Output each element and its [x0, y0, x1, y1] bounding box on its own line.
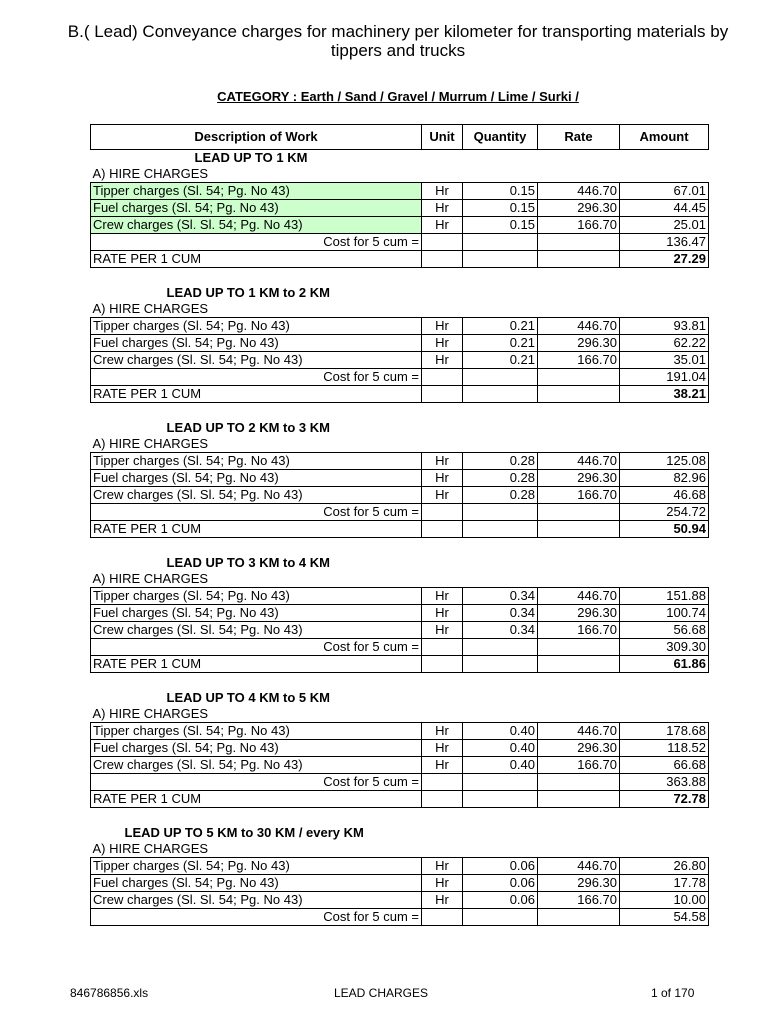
empty-cell	[538, 251, 620, 268]
empty-cell	[422, 369, 463, 386]
item-rate: 446.70	[538, 723, 620, 740]
empty-cell	[422, 909, 463, 926]
item-rate: 296.30	[538, 605, 620, 622]
cost-amount: 54.58	[620, 909, 709, 926]
rate-per-cum-row	[91, 386, 709, 403]
header-unit: Unit	[422, 125, 463, 150]
table-row	[91, 318, 709, 335]
item-description: Tipper charges (Sl. 54; Pg. No 43)	[91, 858, 422, 875]
empty-cell	[538, 386, 620, 403]
item-rate: 166.70	[538, 892, 620, 909]
empty-cell	[422, 521, 463, 538]
item-rate: 296.30	[538, 875, 620, 892]
item-amount: 118.52	[620, 740, 709, 757]
item-amount: 56.68	[620, 622, 709, 639]
item-description: Fuel charges (Sl. 54; Pg. No 43)	[91, 335, 422, 352]
empty-cell	[463, 791, 538, 808]
empty-cell	[538, 774, 620, 791]
item-quantity: 0.15	[463, 200, 538, 217]
item-description: Tipper charges (Sl. 54; Pg. No 43)	[91, 723, 422, 740]
item-unit: Hr	[422, 487, 463, 504]
item-description: Fuel charges (Sl. 54; Pg. No 43)	[91, 875, 422, 892]
table-row	[91, 470, 709, 487]
table-row	[91, 757, 709, 774]
rate-per-cum-value: 61.86	[620, 656, 709, 673]
item-quantity: 0.06	[463, 875, 538, 892]
item-rate: 446.70	[538, 318, 620, 335]
empty-cell	[422, 639, 463, 656]
hire-charges-row	[91, 841, 709, 858]
hire-charges-row	[91, 571, 709, 588]
rate-per-cum-row	[91, 791, 709, 808]
section-lead-row	[91, 420, 709, 436]
cost-row	[91, 774, 709, 791]
empty-cell	[463, 251, 538, 268]
section-spacer	[91, 808, 709, 826]
section-lead-row	[91, 150, 709, 167]
item-quantity: 0.40	[463, 723, 538, 740]
item-rate: 166.70	[538, 352, 620, 369]
empty-cell	[422, 774, 463, 791]
item-rate: 166.70	[538, 217, 620, 234]
item-description: Crew charges (Sl. Sl. 54; Pg. No 43)	[91, 352, 422, 369]
item-quantity: 0.15	[463, 183, 538, 200]
empty-cell	[463, 386, 538, 403]
section-lead-row	[91, 825, 709, 841]
item-quantity: 0.21	[463, 318, 538, 335]
hire-charges-label: A) HIRE CHARGES	[92, 166, 209, 181]
item-amount: 178.68	[620, 723, 709, 740]
item-rate: 446.70	[538, 858, 620, 875]
item-description: Tipper charges (Sl. 54; Pg. No 43)	[91, 588, 422, 605]
table-row	[91, 200, 709, 217]
item-amount: 26.80	[620, 858, 709, 875]
cost-row	[91, 504, 709, 521]
item-unit: Hr	[422, 892, 463, 909]
rate-per-cum-value: 50.94	[620, 521, 709, 538]
item-description: Crew charges (Sl. Sl. 54; Pg. No 43)	[91, 757, 422, 774]
empty-cell	[463, 234, 538, 251]
empty-cell	[463, 656, 538, 673]
cost-amount: 309.30	[620, 639, 709, 656]
cost-label: Cost for 5 cum =	[91, 774, 422, 791]
hire-charges-label: A) HIRE CHARGES	[92, 301, 209, 316]
item-description: Tipper charges (Sl. 54; Pg. No 43)	[91, 318, 422, 335]
cost-amount: 363.88	[620, 774, 709, 791]
item-quantity: 0.28	[463, 453, 538, 470]
item-unit: Hr	[422, 183, 463, 200]
spacer-cell	[91, 403, 709, 421]
empty-cell	[463, 774, 538, 791]
footer-sheet-name: LEAD CHARGES	[334, 986, 429, 1000]
item-quantity: 0.21	[463, 335, 538, 352]
item-unit: Hr	[422, 723, 463, 740]
item-unit: Hr	[422, 318, 463, 335]
section-spacer	[91, 403, 709, 421]
item-amount: 62.22	[620, 335, 709, 352]
header-amount: Amount	[620, 125, 709, 150]
item-amount: 93.81	[620, 318, 709, 335]
item-quantity: 0.28	[463, 487, 538, 504]
empty-cell	[463, 909, 538, 926]
table-row	[91, 335, 709, 352]
footer-filename: 846786856.xls	[70, 986, 149, 1000]
empty-cell	[538, 639, 620, 656]
item-rate: 166.70	[538, 622, 620, 639]
empty-cell	[422, 656, 463, 673]
header-description: Description of Work	[91, 125, 422, 150]
cost-label: Cost for 5 cum =	[91, 369, 422, 386]
cost-label: Cost for 5 cum =	[91, 234, 422, 251]
item-amount: 25.01	[620, 217, 709, 234]
table-row	[91, 183, 709, 200]
item-quantity: 0.40	[463, 740, 538, 757]
table-row	[91, 217, 709, 234]
item-amount: 35.01	[620, 352, 709, 369]
section-spacer	[91, 673, 709, 691]
empty-cell	[422, 234, 463, 251]
item-unit: Hr	[422, 605, 463, 622]
section-lead-title: LEAD UP TO 1 KM	[194, 150, 308, 165]
cost-label: Cost for 5 cum =	[91, 504, 422, 521]
empty-cell	[463, 521, 538, 538]
item-unit: Hr	[422, 352, 463, 369]
table-row	[91, 892, 709, 909]
item-amount: 46.68	[620, 487, 709, 504]
cost-label: Cost for 5 cum =	[91, 909, 422, 926]
item-rate: 166.70	[538, 757, 620, 774]
header-quantity: Quantity	[463, 125, 538, 150]
cost-row	[91, 234, 709, 251]
item-amount: 66.68	[620, 757, 709, 774]
item-rate: 446.70	[538, 453, 620, 470]
cost-label: Cost for 5 cum =	[91, 639, 422, 656]
hire-charges-row	[91, 166, 709, 183]
rate-per-cum-label: RATE PER 1 CUM	[91, 521, 422, 538]
cost-row	[91, 639, 709, 656]
section-lead-row	[91, 285, 709, 301]
hire-charges-row	[91, 706, 709, 723]
item-rate: 296.30	[538, 335, 620, 352]
item-amount: 44.45	[620, 200, 709, 217]
cost-row	[91, 369, 709, 386]
empty-cell	[538, 791, 620, 808]
item-description: Fuel charges (Sl. 54; Pg. No 43)	[91, 470, 422, 487]
item-rate: 446.70	[538, 588, 620, 605]
rate-per-cum-label: RATE PER 1 CUM	[91, 791, 422, 808]
empty-cell	[538, 504, 620, 521]
item-quantity: 0.06	[463, 892, 538, 909]
section-spacer	[91, 538, 709, 556]
item-unit: Hr	[422, 200, 463, 217]
table-row	[91, 858, 709, 875]
rate-per-cum-row	[91, 521, 709, 538]
item-description: Fuel charges (Sl. 54; Pg. No 43)	[91, 605, 422, 622]
item-rate: 166.70	[538, 487, 620, 504]
item-description: Crew charges (Sl. Sl. 54; Pg. No 43)	[91, 487, 422, 504]
rate-per-cum-label: RATE PER 1 CUM	[91, 386, 422, 403]
footer-page-number: 1 of 170	[651, 986, 695, 1000]
empty-cell	[422, 251, 463, 268]
empty-cell	[538, 656, 620, 673]
cost-amount: 136.47	[620, 234, 709, 251]
empty-cell	[463, 369, 538, 386]
item-rate: 296.30	[538, 200, 620, 217]
item-description: Crew charges (Sl. Sl. 54; Pg. No 43)	[91, 892, 422, 909]
hire-charges-label: A) HIRE CHARGES	[92, 571, 209, 586]
item-unit: Hr	[422, 858, 463, 875]
item-unit: Hr	[422, 757, 463, 774]
item-rate: 296.30	[538, 470, 620, 487]
item-unit: Hr	[422, 453, 463, 470]
item-description: Tipper charges (Sl. 54; Pg. No 43)	[91, 453, 422, 470]
empty-cell	[538, 521, 620, 538]
rate-per-cum-value: 72.78	[620, 791, 709, 808]
cost-row	[91, 909, 709, 926]
item-unit: Hr	[422, 217, 463, 234]
empty-cell	[422, 386, 463, 403]
item-amount: 151.88	[620, 588, 709, 605]
lead-charges-table	[90, 124, 709, 926]
table-row	[91, 875, 709, 892]
item-amount: 82.96	[620, 470, 709, 487]
empty-cell	[538, 234, 620, 251]
item-quantity: 0.34	[463, 588, 538, 605]
item-quantity: 0.21	[463, 352, 538, 369]
item-description: Fuel charges (Sl. 54; Pg. No 43)	[91, 740, 422, 757]
header-rate: Rate	[538, 125, 620, 150]
item-unit: Hr	[422, 588, 463, 605]
empty-cell	[463, 639, 538, 656]
table-row	[91, 588, 709, 605]
item-quantity: 0.06	[463, 858, 538, 875]
item-amount: 17.78	[620, 875, 709, 892]
table-row	[91, 453, 709, 470]
item-unit: Hr	[422, 875, 463, 892]
table-row	[91, 723, 709, 740]
spacer-cell	[91, 673, 709, 691]
spacer-cell	[91, 538, 709, 556]
item-unit: Hr	[422, 335, 463, 352]
cost-amount: 191.04	[620, 369, 709, 386]
item-description: Crew charges (Sl. Sl. 54; Pg. No 43)	[91, 217, 422, 234]
table-row	[91, 740, 709, 757]
category-heading: CATEGORY : Earth / Sand / Gravel / Murrum / Lime / Surki /	[217, 89, 579, 104]
item-quantity: 0.34	[463, 622, 538, 639]
section-lead-row	[91, 555, 709, 571]
item-rate: 296.30	[538, 740, 620, 757]
hire-charges-row	[91, 301, 709, 318]
rate-per-cum-label: RATE PER 1 CUM	[91, 656, 422, 673]
section-lead-title: LEAD UP TO 1 KM to 2 KM	[166, 285, 330, 300]
item-quantity: 0.40	[463, 757, 538, 774]
empty-cell	[422, 791, 463, 808]
rate-per-cum-value: 38.21	[620, 386, 709, 403]
empty-cell	[538, 369, 620, 386]
rate-per-cum-row	[91, 251, 709, 268]
hire-charges-row	[91, 436, 709, 453]
item-description: Crew charges (Sl. Sl. 54; Pg. No 43)	[91, 622, 422, 639]
document-title: B.( Lead) Conveyance charges for machinery per kilometer for transporting materials by tippers and trucks	[67, 22, 729, 60]
rate-per-cum-row	[91, 656, 709, 673]
table-row	[91, 622, 709, 639]
item-amount: 10.00	[620, 892, 709, 909]
item-unit: Hr	[422, 470, 463, 487]
cost-amount: 254.72	[620, 504, 709, 521]
item-amount: 125.08	[620, 453, 709, 470]
empty-cell	[463, 504, 538, 521]
item-unit: Hr	[422, 740, 463, 757]
section-lead-title: LEAD UP TO 5 KM to 30 KM / every KM	[124, 825, 364, 840]
item-amount: 67.01	[620, 183, 709, 200]
hire-charges-label: A) HIRE CHARGES	[92, 436, 209, 451]
item-unit: Hr	[422, 622, 463, 639]
empty-cell	[422, 504, 463, 521]
table-row	[91, 605, 709, 622]
table-row	[91, 352, 709, 369]
item-description: Tipper charges (Sl. 54; Pg. No 43)	[91, 183, 422, 200]
section-lead-title: LEAD UP TO 4 KM to 5 KM	[166, 690, 330, 705]
item-quantity: 0.34	[463, 605, 538, 622]
item-description: Fuel charges (Sl. 54; Pg. No 43)	[91, 200, 422, 217]
section-lead-title: LEAD UP TO 2 KM to 3 KM	[166, 420, 330, 435]
item-quantity: 0.28	[463, 470, 538, 487]
section-lead-title: LEAD UP TO 3 KM to 4 KM	[166, 555, 330, 570]
section-lead-row	[91, 690, 709, 706]
section-spacer	[91, 268, 709, 286]
table-header-row	[91, 125, 709, 150]
hire-charges-label: A) HIRE CHARGES	[92, 706, 209, 721]
rate-per-cum-value: 27.29	[620, 251, 709, 268]
empty-cell	[538, 909, 620, 926]
spacer-cell	[91, 268, 709, 286]
spacer-cell	[91, 808, 709, 826]
table-row	[91, 487, 709, 504]
item-quantity: 0.15	[463, 217, 538, 234]
rate-per-cum-label: RATE PER 1 CUM	[91, 251, 422, 268]
item-rate: 446.70	[538, 183, 620, 200]
item-amount: 100.74	[620, 605, 709, 622]
hire-charges-label: A) HIRE CHARGES	[92, 841, 209, 856]
